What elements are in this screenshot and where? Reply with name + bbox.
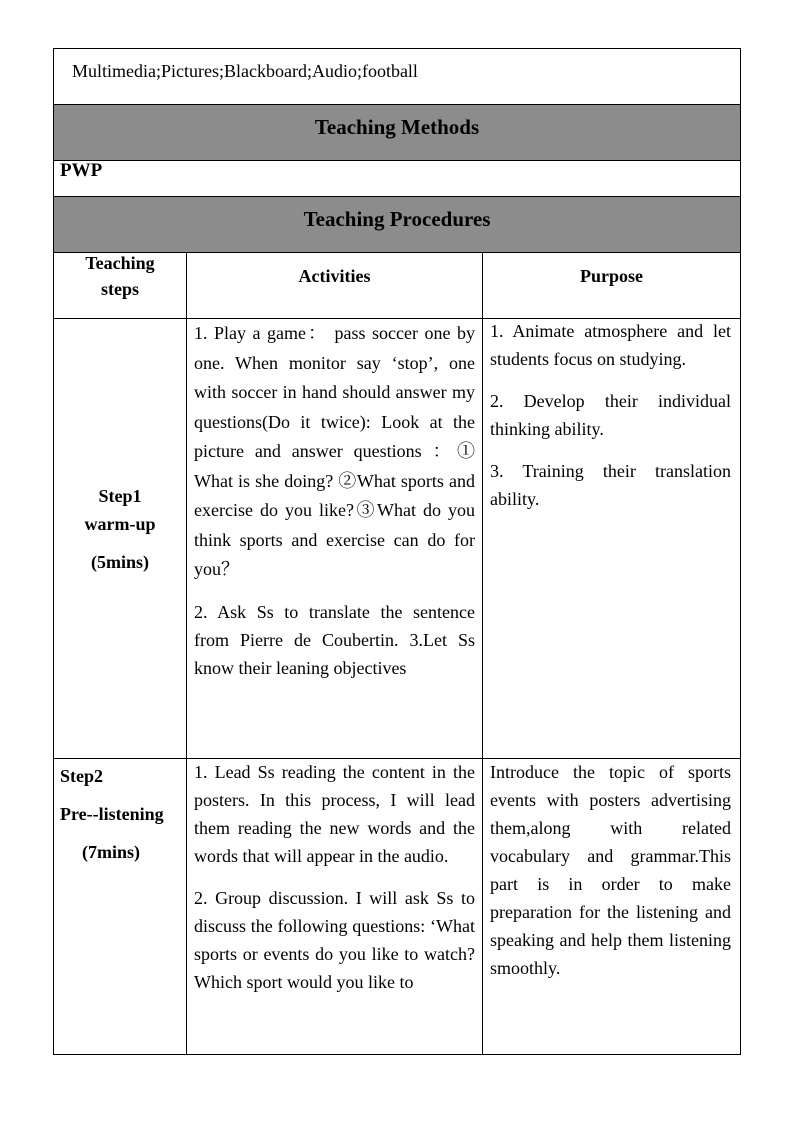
step2-stage: Pre--listening [60, 804, 164, 824]
methods-text: PWP [60, 160, 103, 181]
step1-label [54, 482, 186, 576]
step1-activities [194, 319, 475, 682]
step1-purposes [490, 317, 731, 513]
methods-header: Teaching Methods [314, 115, 480, 139]
steps-header-line-1: Teaching [85, 253, 155, 273]
step1-purpose-3: 3. Training their translation ability. [490, 461, 731, 509]
activities-column-header: Activities [298, 266, 371, 286]
step2-label [60, 757, 186, 871]
step2-time: (7mins) [82, 842, 140, 862]
step2-name: Step2 [60, 766, 104, 786]
purpose-column-header: Purpose [580, 266, 643, 286]
step1-purpose-2: 2. Develop their individual thinking ability. [490, 391, 731, 439]
step2-purpose: Introduce the topic of sports events with posters advertising them,along with related vocabulary and grammar.This part is in order to make preparation for the listening and speaking and help them listening smoothly. [490, 762, 731, 978]
resources-text: Multimedia;Pictures;Blackboard;Audio;football [72, 61, 418, 81]
steps-column-header [54, 250, 186, 302]
procedures-header: Teaching Procedures [303, 207, 491, 231]
step1-time: (5mins) [91, 552, 149, 572]
step1-stage: warm-up [84, 514, 156, 534]
step2-activities [194, 758, 475, 996]
step2-activity-1: 1. Lead Ss reading the content in the posters. In this process, I will lead them reading the new words and the words that will appear in the audio. [194, 762, 475, 866]
step1-purpose-1: 1. Animate atmosphere and let students focus on studying. [490, 321, 731, 369]
step1-activity-1: 1. Play a game： pass soccer one by one. When monitor say ‘stop’, one with soccer in hand should answer my questions(Do it twice): Look at the picture and answer questions ：① What is she doing? ②What sports and exercise do you like?③What do you think sports and exercise can do for you？ [194, 323, 475, 579]
step2-activity-2: 2. Group discussion. I will ask Ss to discuss the following questions: ‘What sports or events do you like to watch? Which sport would you like to [194, 888, 475, 992]
steps-header-line-2: steps [100, 279, 139, 299]
step1-activity-2: 2. Ask Ss to translate the sentence from Pierre de Coubertin. 3.Let Ss know their leaning objectives [194, 601, 475, 678]
methods-cell [53, 160, 741, 197]
step1-name: Step1 [98, 486, 142, 506]
